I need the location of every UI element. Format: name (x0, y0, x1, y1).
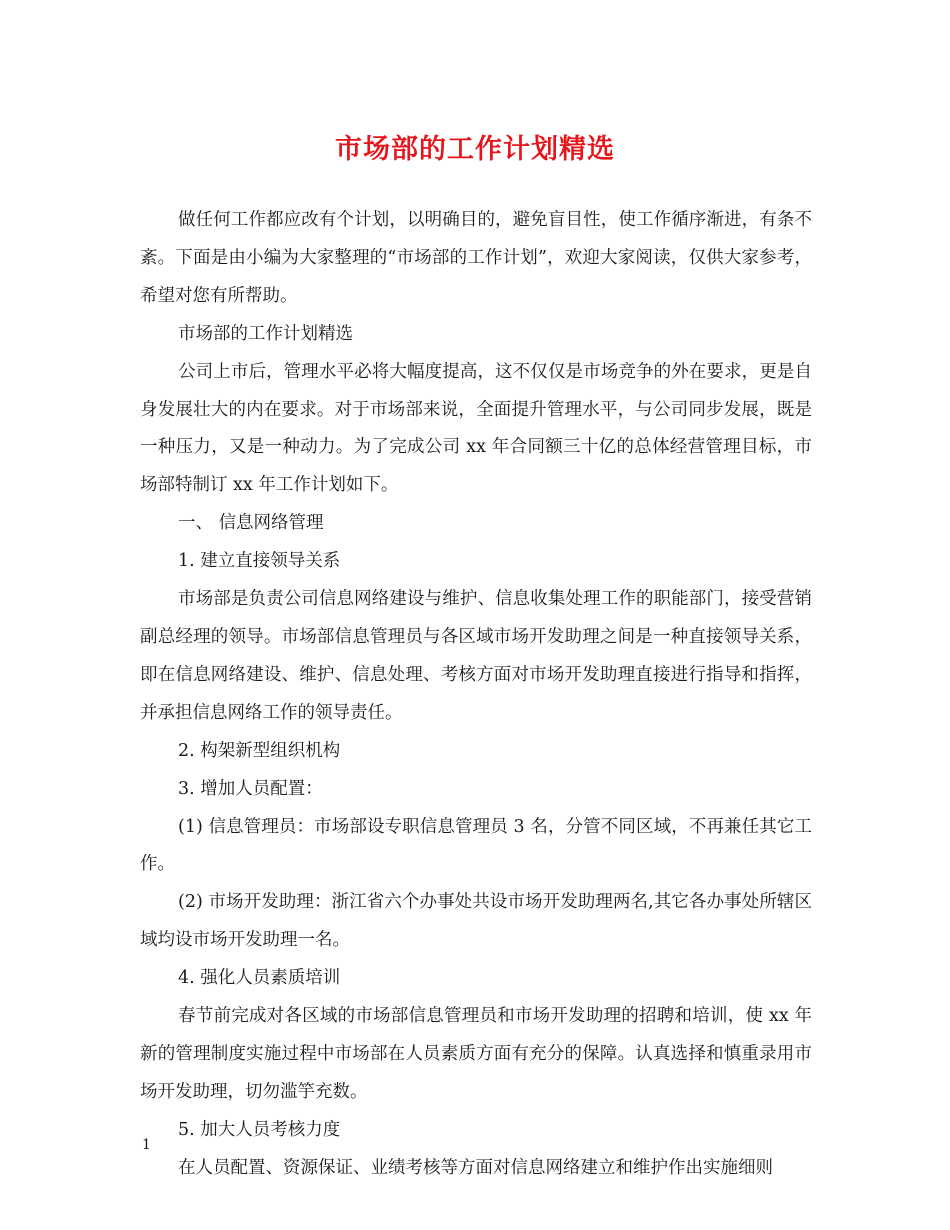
page-number: 1 (142, 1137, 151, 1153)
intro-paragraph: 做任何工作都应改有个计划，以明确目的，避免盲目性，使工作循序渐进，有条不紊。下面是由小编为大家整理的“市场部的工作计划”，欢迎大家阅读，仅供大家参考，希望对您有所帮助。 (140, 210, 812, 306)
paragraph: 公司上市后，管理水平必将大幅度提高，这不仅仅是市场竞争的外在要求，更是自身发展壮大的内在要求。对于市场部来说，全面提升管理水平，与公司同步发展，既是一种压力，又是一种动力。为了完成公司 xx 年合同额三十亿的总体经营管理目标，市场部特制订 xx 年工作计划如下。 (140, 361, 812, 496)
section-title: 市场部的工作计划精选 (178, 323, 353, 344)
subheading: 1. 建立直接领导关系 (178, 551, 341, 572)
subheading: 5. 加大人员考核力度 (178, 1119, 341, 1140)
paragraph: 市场部是负责公司信息网络建设与维护、信息收集处理工作的职能部门，接受营销副总经理的领导。市场部信息管理员与各区域市场开发助理之间是一种直接领导关系，即在信息网络建设、维护、信息处理、考核方面对市场开发助理直接进行指导和指挥，并承担信息网络工作的领导责任。 (140, 589, 812, 723)
subheading: 2. 构架新型组织机构 (178, 740, 341, 761)
list-item: (1) 信息管理员：市场部设专职信息管理员 3 名，分管不同区域，不再兼任其它工作。 (140, 816, 812, 875)
subheading: 4. 强化人员素质培训 (178, 968, 341, 989)
list-item: (2) 市场开发助理：浙江省六个办事处共设市场开发助理两名,其它各办事处所辖区域均设市场开发助理一名。 (140, 892, 812, 951)
paragraph: 春节前完成对各区域的市场部信息管理员和市场开发助理的招聘和培训，使 xx 年新的管理制度实施过程中市场部在人员素质方面有充分的保障。认真选择和慎重录用市场开发助理，切勿滥竽充数。 (140, 1006, 812, 1102)
document-body (140, 202, 812, 1188)
subheading: 3. 增加人员配置： (178, 778, 323, 799)
paragraph: 在人员配置、资源保证、业绩考核等方面对信息网络建立和维护作出实施细则 (178, 1157, 773, 1178)
heading-information-network: 一、 信息网络管理 (178, 513, 324, 534)
document-title: 市场部的工作计划精选 (335, 134, 615, 165)
